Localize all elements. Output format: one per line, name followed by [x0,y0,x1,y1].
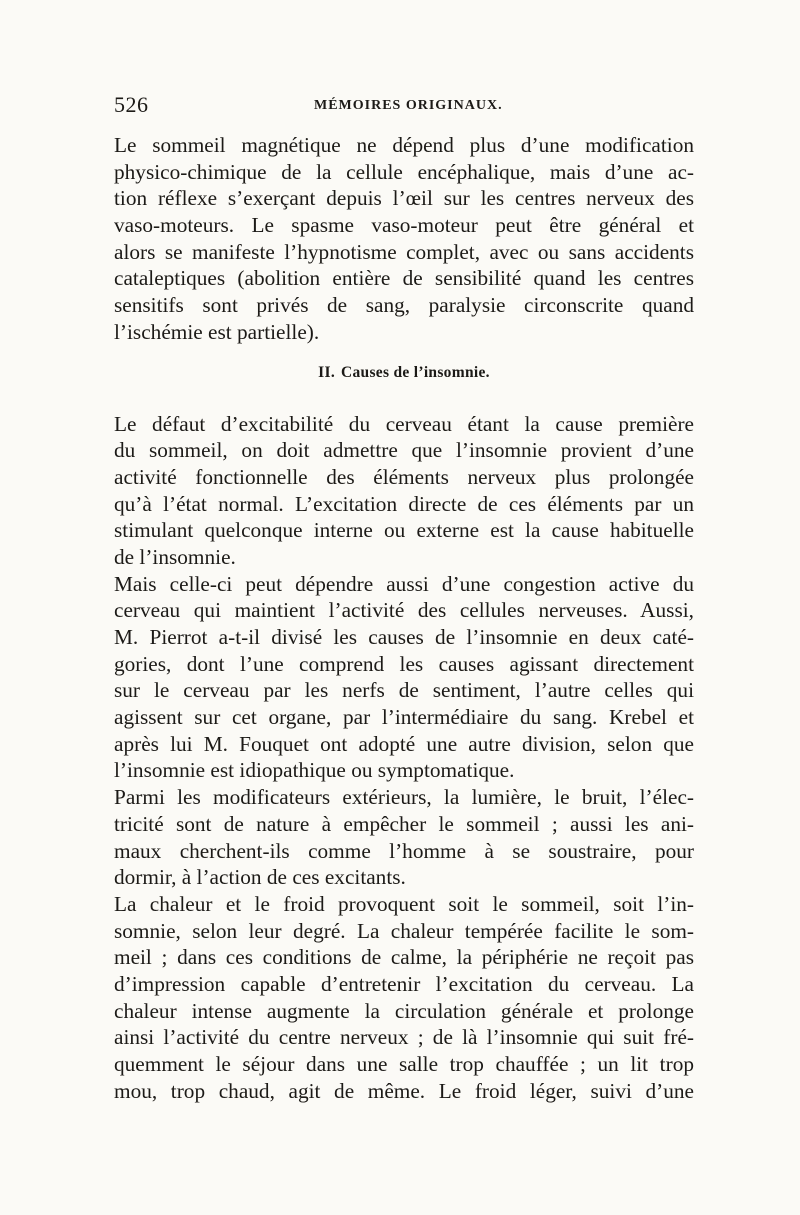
text-line: alors se manifeste l’hypnotisme complet, avec ou sans accidents [114,239,694,264]
text-line: du sommeil, on doit admettre que l’insomnie provient d’une [114,438,694,463]
text-line: M. Pierrot a-t-il divisé les causes de l’insomnie en deux caté- [114,625,694,649]
text-line: vaso-moteurs. Le spasme vaso-moteur peut être général et [114,213,694,238]
text-line: sensitifs sont privés de sang, paralysie circonscrite quand [114,293,694,318]
text-line: chaleur intense augmente la circulation générale et prolonge [114,998,694,1023]
text-line: stimulant quelconque interne ou externe est la cause habituelle [114,518,694,543]
text-line: meil ; dans ces conditions de calme, la périphérie ne reçoit pas [114,945,694,970]
text-line: Le défaut d’excitabilité du cerveau étant la cause première [114,411,694,436]
text-line: cataleptiques (abolition entière de sensibilité quand les centres [114,266,694,291]
paragraph-congestion [114,571,694,785]
text-line: de l’insomnie. [114,544,236,569]
running-title: MÉMOIRES ORIGINAUX. [314,98,503,113]
text-line: La chaleur et le froid provoquent soit le sommeil, soit l’in- [114,891,694,916]
page-header [114,92,694,122]
text-line: tion réflexe s’exerçant depuis l’œil sur les centres nerveux des [114,186,694,211]
section-heading [114,360,694,386]
text-line: agissent sur cet organe, par l’intermédiaire du sang. Krebel et [114,705,694,730]
paragraph-excitability [114,411,694,571]
text-line: mou, trop chaud, agit de même. Le froid léger, suivi d’une [114,1078,694,1103]
section-title: Causes de l’insomnie. [341,363,490,381]
paragraph-external-modifiers [114,784,694,891]
text-line: après lui M. Fouquet ont adopté une autre division, selon que [114,731,694,756]
text-line: Le sommeil magnétique ne dépend plus d’une modification [114,133,694,157]
paragraph-heat-cold [114,891,694,1105]
text-line: maux cherchent-ils comme l’homme à se soustraire, pour [114,838,694,863]
paragraph-magnetic-sleep [114,132,694,346]
text-line: l’insomnie est idiopathique ou symptomatique. [114,758,515,783]
section-number: II. [318,363,335,381]
text-line: activité fonctionnelle des éléments nerveux plus prolongée [114,464,694,489]
text-line: gories, dont l’une comprend les causes agissant directement [114,651,694,676]
text-line: Mais celle-ci peut dépendre aussi d’une congestion active du [114,571,694,596]
text-line: d’impression capable d’entretenir l’excitation du cerveau. La [114,971,694,996]
text-line: physico-chimique de la cellule encéphalique, mais d’une ac- [114,159,694,184]
body-text [114,132,694,1104]
text-line: tricité sont de nature à empêcher le sommeil ; aussi les ani- [114,811,694,836]
text-line: somnie, selon leur degré. La chaleur tempérée facilite le som- [114,918,694,943]
text-line: dormir, à l’action de ces excitants. [114,865,406,890]
page-number: 526 [114,92,149,117]
text-line: quemment le séjour dans une salle trop chauffée ; un lit trop [114,1052,694,1076]
text-line: Parmi les modificateurs extérieurs, la lumière, le bruit, l’élec- [114,785,694,810]
text-line: qu’à l’état normal. L’excitation directe de ces éléments par un [114,491,694,516]
text-line: ainsi l’activité du centre nerveux ; de là l’insomnie qui suit fré- [114,1025,694,1050]
text-line: cerveau qui maintient l’activité des cellules nerveuses. Aussi, [114,598,694,623]
text-line: sur le cerveau par les nerfs de sentiment, l’autre celles qui [114,678,694,703]
text-line: l’ischémie est partielle). [114,319,320,344]
